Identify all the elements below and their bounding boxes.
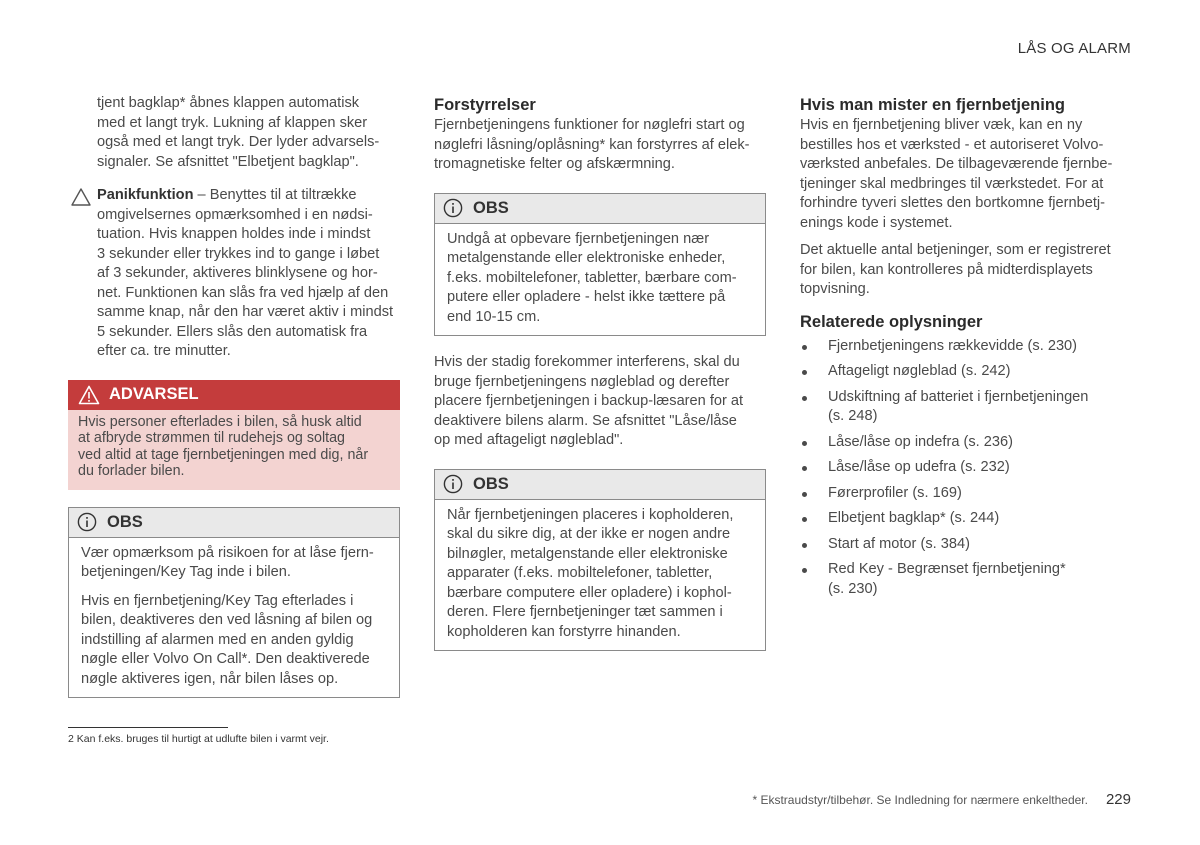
bullet <box>802 441 807 446</box>
related-link[interactable]: Udskiftning af batteriet i fjernbetjeningen (s. 248) <box>800 388 1132 427</box>
related-link[interactable]: Førerprofiler (s. 169) <box>800 484 1132 504</box>
obs-box-middle-1 <box>434 193 766 337</box>
bullet <box>802 396 807 401</box>
warning-triangle-icon <box>71 188 91 206</box>
obs-box-header <box>435 470 765 500</box>
registered-count-paragraph: Det aktuelle antal betjeninger, som er registreret for bilen, kan kontrolleres på midterdisplayets topvisning. <box>800 242 1111 297</box>
panik-function-label: Panikfunktion <box>97 187 194 203</box>
bullet <box>802 517 807 522</box>
bullet <box>802 568 807 573</box>
warning-triangle-icon <box>78 385 100 405</box>
column-middle <box>434 94 766 651</box>
column-left <box>68 94 400 698</box>
obs-box-title: OBS <box>107 512 143 531</box>
obs-paragraph: Når fjernbetjeningen placeres i kopholderen, skal du sikre dig, at der ikke er nogen andre bilnøgler, metalgenstande eller elektroniske apparater (f.eks. mobiltelefoner, tabletter, bærbare computere eller opladere) i kophol- deren. Flere fjernbetjeninger tæt sammen i kopholderen kan forstyrre hinanden. <box>447 506 734 640</box>
page-footer <box>752 791 1131 808</box>
forstyrrelser-intro: Fjernbetjeningens funktioner for nøglefri start og nøglefri låsning/oplåsning* kan forstyrres af elek- tromagnetiske felter og afskærmning. <box>434 117 750 172</box>
panik-function-description: – Benyttes til at tiltrække omgivelsernes opmærksomhed i en nødsi- tuation. Hvis knappen holdes inde i mindst 3 sekunder eller trykkes ind to gange i løbet af 3 sekunder, aktiveres blinklysene og hor- net. Funktionen kan slås fra ved hjælp af den samme knap, når den har været aktiv i mindst 5 sekunder. Ellers slås den automatisk fra efter ca. tre minutter. <box>97 187 394 359</box>
section-heading-lost-remote: Hvis man mister en fjernbetjening <box>800 96 1065 114</box>
related-link[interactable]: Red Key - Begrænset fjernbetjening* (s. 230) <box>800 560 1132 599</box>
section-heading-forstyrrelser: Forstyrrelser <box>434 96 536 114</box>
obs-box-left <box>68 507 400 699</box>
obs-box-middle-2 <box>434 469 766 652</box>
obs-paragraph: Undgå at opbevare fjernbetjeningen nær metalgenstande eller elektroniske enheder, f.eks. mobiltelefoner, tabletter, bærbare com- putere eller opladere - helst ikke tættere på end 10-15 cm. <box>447 230 737 325</box>
info-icon <box>443 474 463 494</box>
bullet <box>802 492 807 497</box>
page-number: 229 <box>1105 791 1131 808</box>
warning-box-header <box>68 380 400 410</box>
related-link[interactable]: Fjernbetjeningens rækkevidde (s. 230) <box>800 337 1132 357</box>
panik-function-item <box>68 186 400 362</box>
related-link[interactable]: Aftageligt nøgleblad (s. 242) <box>800 362 1132 382</box>
footer-note: * Ekstraudstyr/tilbehør. Se Indledning for nærmere enkeltheder. <box>752 793 1088 807</box>
warning-box <box>68 380 400 490</box>
related-link[interactable]: Låse/låse op udefra (s. 232) <box>800 458 1132 478</box>
info-icon <box>443 198 463 218</box>
panik-function-text <box>97 186 400 362</box>
bullet <box>802 466 807 471</box>
obs-box-header <box>435 194 765 224</box>
page-header-section-title: LÅS OG ALARM <box>1017 40 1131 57</box>
intro-paragraph: tjent bagklap* åbnes klappen automatisk med et langt tryk. Lukning af klappen sker også med et langt tryk. Der lyder advarsels- signaler. Se afsnittet "Elbetjent bagklap". <box>97 95 380 170</box>
obs-box-header <box>69 508 399 538</box>
footnote-divider <box>68 727 228 728</box>
obs-box-body <box>69 538 399 698</box>
column-right <box>800 94 1132 605</box>
obs-paragraph: Vær opmærksom på risikoen for at låse fjern- betjeningen/Key Tag inde i bilen. <box>81 544 374 580</box>
related-link[interactable]: Start af motor (s. 384) <box>800 535 1132 555</box>
bullet <box>802 345 807 350</box>
warning-box-text: Hvis personer efterlades i bilen, så husk altid at afbryde strømmen til rudehejs og soltag ved altid at tage fjernbetjeningen med dig, når du forlader bilen. <box>68 410 400 490</box>
footnote: 2 Kan f.eks. bruges til hurtigt at udlufte bilen i varmt vejr. <box>68 733 329 745</box>
related-links-list <box>800 337 1132 600</box>
bullet <box>802 370 807 375</box>
section-heading-related: Relaterede oplysninger <box>800 312 983 331</box>
related-link[interactable]: Låse/låse op indefra (s. 236) <box>800 433 1132 453</box>
bullet <box>802 543 807 548</box>
info-icon <box>77 512 97 532</box>
interference-paragraph: Hvis der stadig forekommer interferens, skal du bruge fjernbetjeningens nøgleblad og derefter placere fjernbetjeningen i backup-læsaren for at deaktivere bilens alarm. Se afsnittet "Låse/låse op med aftageligt nøgleblad". <box>434 354 744 448</box>
obs-box-title: OBS <box>473 198 509 217</box>
lost-remote-paragraph: Hvis en fjernbetjening bliver væk, kan en ny bestilles hos et værksted - et autoriseret Volvo- værksted anbefales. De tilbageværende fjernbe- tjeninger skal medbringes til værkstedet. For at forhindre tyveri slettes den bortkomne fjernbetj- enings kode i systemet. <box>800 117 1113 231</box>
obs-box-body <box>435 224 765 336</box>
obs-box-title: OBS <box>473 474 509 493</box>
obs-paragraph: Hvis en fjernbetjening/Key Tag efterlades i bilen, deaktiveres den ved låsning af bilen og indstilling af alarmen med en anden gyldig nøgle eller Volvo On Call*. Den deaktiverede nøgle aktiveres igen, når bilen låses op. <box>81 592 373 687</box>
warning-box-title: ADVARSEL <box>109 385 199 403</box>
obs-box-body <box>435 500 765 651</box>
related-link[interactable]: Elbetjent bagklap* (s. 244) <box>800 509 1132 529</box>
